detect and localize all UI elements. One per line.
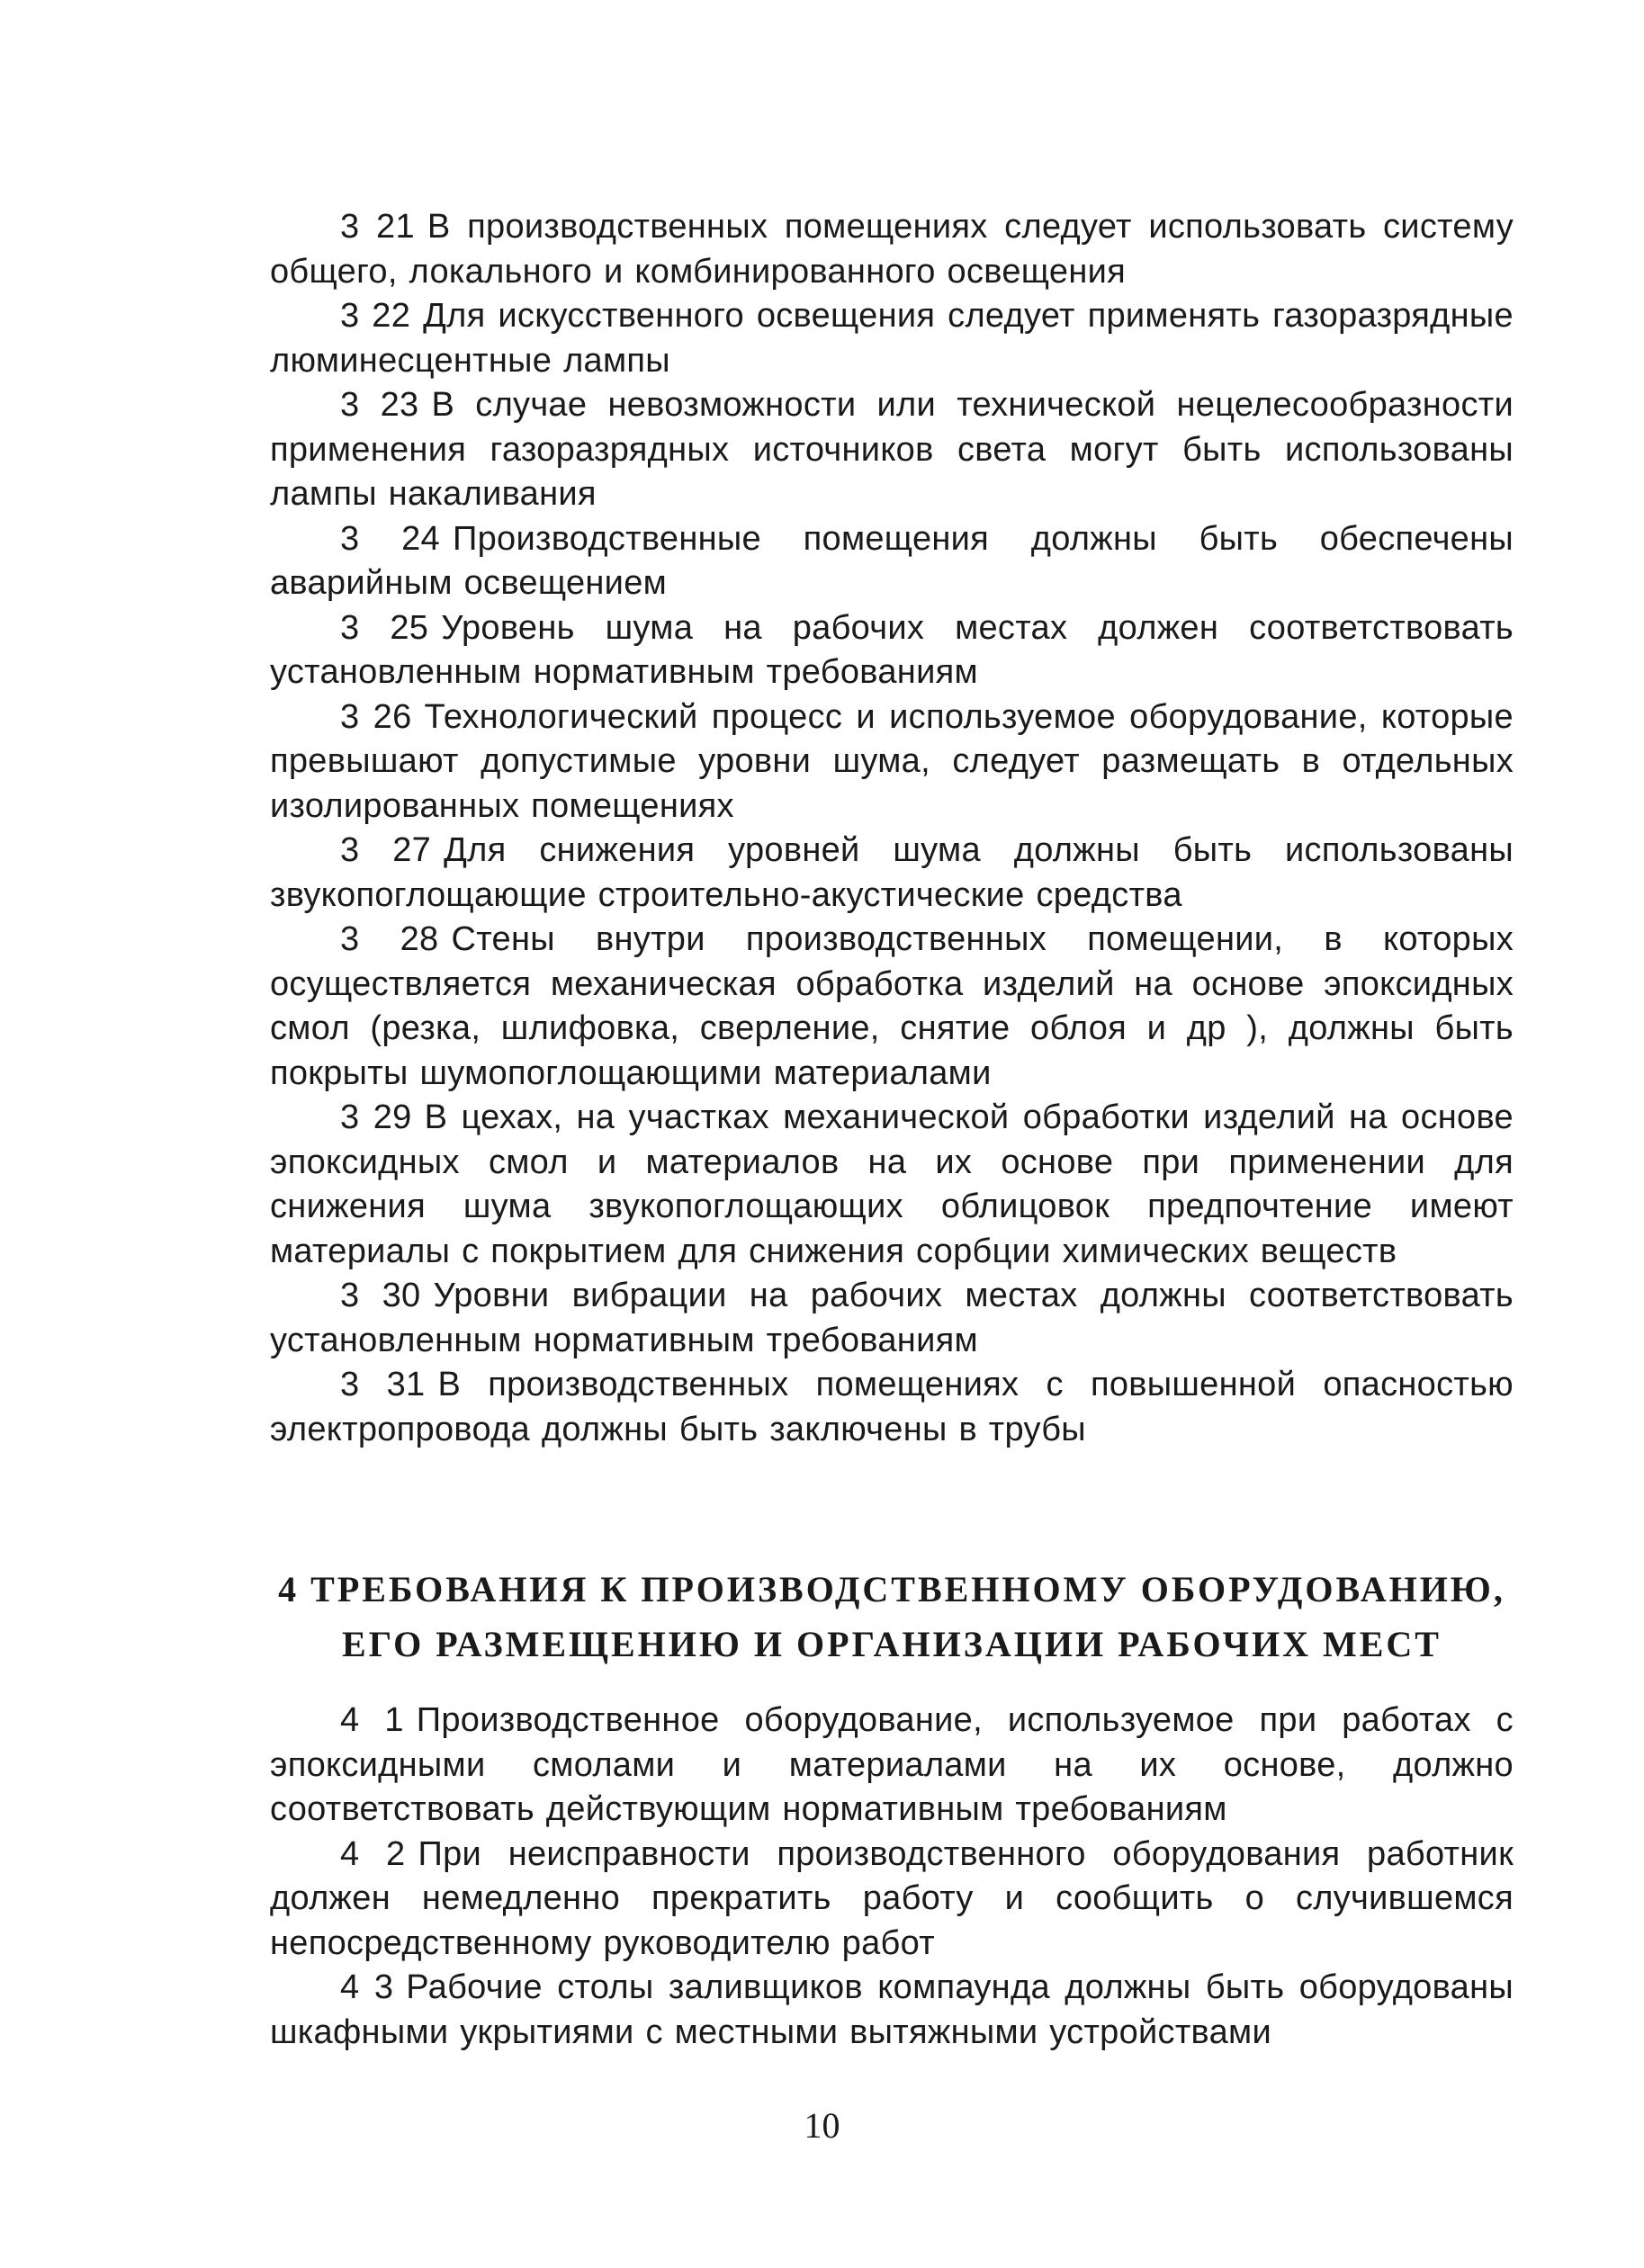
paragraph-number: 3 24 <box>340 519 440 558</box>
paragraph-number: 3 31 <box>340 1366 426 1403</box>
paragraph-3-31 <box>270 1363 1514 1452</box>
paragraph-number: 3 28 <box>340 920 439 958</box>
section-title-line-2: ЕГО РАЗМЕЩЕНИЮ И ОРГАНИЗАЦИИ РАБОЧИХ МЕСТ <box>342 1624 1442 1664</box>
paragraph-text: В производственных помещениях следует использовать систему общего, локального и комбинированного освещения <box>270 208 1514 291</box>
paragraph-number: 3 30 <box>340 1277 421 1314</box>
paragraph-3-23 <box>270 383 1514 517</box>
paragraph-3-21 <box>270 205 1514 294</box>
paragraph-text: При неисправности производственного оборудования работник должен немедленно прекратить работу и сообщить о случившемся непосредственному руководителю работ <box>270 1834 1514 1962</box>
paragraph-number: 4 2 <box>340 1834 406 1873</box>
section-4-paragraphs <box>270 1699 1514 2055</box>
paragraph-3-26 <box>270 695 1514 829</box>
section-title-line-1: 4 ТРЕБОВАНИЯ К ПРОИЗВОДСТВЕННОМУ ОБОРУДОВАНИЮ, <box>278 1569 1505 1609</box>
paragraph-4-1 <box>270 1699 1514 1833</box>
section-4-title <box>270 1562 1514 1672</box>
section-3-paragraphs <box>270 205 1514 1452</box>
paragraph-text: В случае невозможности или технической нецелесообразности применения газоразрядных источников света могут быть использованы лампы накаливания <box>270 386 1514 513</box>
paragraph-text: Для снижения уровней шума должны быть использованы звукопоглощающие строительно-акустические средства <box>270 831 1514 914</box>
paragraph-3-29 <box>270 1096 1514 1274</box>
paragraph-text: Производственное оборудование, используемое при работах с эпоксидными смолами и материалами на их основе, должно соответствовать действующим нормативным требованиям <box>270 1701 1514 1828</box>
paragraph-number: 3 22 <box>340 297 411 335</box>
paragraph-text: Для искусственного освещения следует применять газоразрядные люминесцентные лампы <box>270 297 1514 380</box>
page-number: 10 <box>804 2105 840 2146</box>
paragraph-text: Стены внутри производственных помещении, в которых осуществляется механическая обработка изделий на основе эпоксидных смол (резка, шлифовка, сверление, снятие облоя и др ), должны быть покрыты шумопоглощающими материалами <box>270 920 1514 1092</box>
paragraph-text: Технологический процесс и используемое оборудование, которые превышают допустимые уровни шума, следует размещать в отдельных изолированных помещениях <box>270 697 1514 825</box>
paragraph-number: 3 26 <box>340 697 412 736</box>
paragraph-3-25 <box>270 606 1514 695</box>
paragraph-text: В производственных помещениях с повышенной опасностью электропровода должны быть заключены в трубы <box>270 1366 1514 1448</box>
paragraph-text: Уровни вибрации на рабочих местах должны соответствовать установленным нормативным требованиям <box>270 1277 1514 1359</box>
paragraph-text: Рабочие столы заливщиков компаунда должны быть оборудованы шкафными укрытиями с местными вытяжными устройствами <box>270 1968 1514 2051</box>
paragraph-number: 3 21 <box>340 208 415 246</box>
paragraph-number: 4 3 <box>340 1968 394 2006</box>
paragraph-text: Производственные помещения должны быть обеспечены аварийным освещением <box>270 519 1514 602</box>
paragraph-text: Уровень шума на рабочих местах должен соответствовать установленным нормативным требованиям <box>270 608 1514 691</box>
paragraph-3-27 <box>270 829 1514 918</box>
paragraph-number: 3 23 <box>340 386 419 424</box>
paragraph-number: 4 1 <box>340 1701 404 1739</box>
paragraph-3-22 <box>270 294 1514 383</box>
paragraph-number: 3 25 <box>340 608 429 647</box>
paragraph-number: 3 27 <box>340 831 432 869</box>
paragraph-4-2 <box>270 1833 1514 1967</box>
paragraph-3-30 <box>270 1274 1514 1363</box>
paragraph-number: 3 29 <box>340 1098 412 1136</box>
paragraph-4-3 <box>270 1966 1514 2055</box>
paragraph-3-24 <box>270 517 1514 606</box>
paragraph-text: В цехах, на участках механической обработки изделий на основе эпоксидных смол и материалов на их основе при применении для снижения шума звукопоглощающих облицовок предпочтение имеют материалы с покрытием для снижения сорбции химических веществ <box>270 1098 1514 1270</box>
page-content <box>270 205 1514 2055</box>
paragraph-3-28 <box>270 918 1514 1096</box>
